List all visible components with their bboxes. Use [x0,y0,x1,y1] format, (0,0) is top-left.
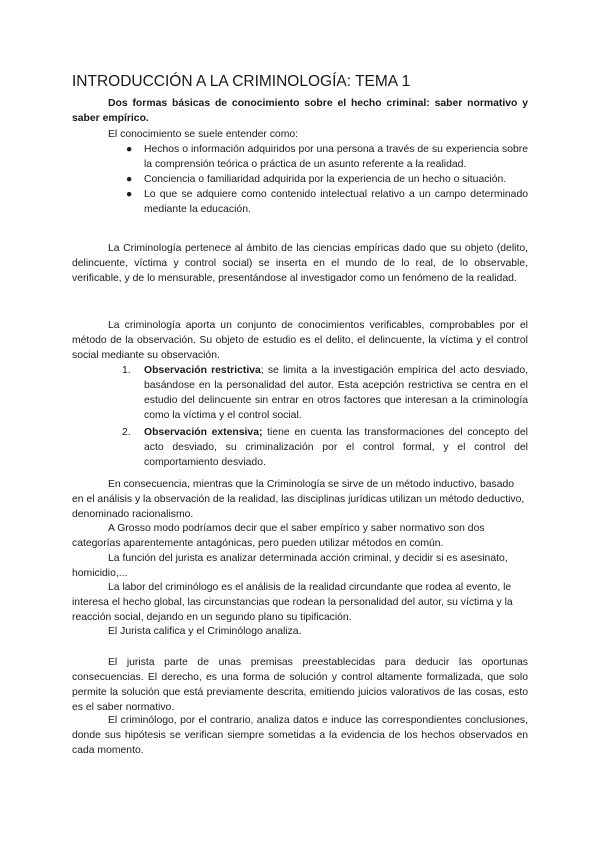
paragraph: El criminólogo, por el contrario, analiza datos e induce las correspondientes conclusiones, donde sus hipótesis se verifican siempre sometidas a la evidencia de los hechos observados en cada momento. [72,715,528,756]
paragraph: La criminología aporta un conjunto de conocimientos verificables, comprobables por el método de la observación. Su objeto de estudio es el delito, el delincuente, la víctima y el control social mediante su observación. [72,320,528,361]
observation-numbered-list [122,363,528,470]
paragraph: En consecuencia, mientras que la Criminología se sirve de un método inductivo, basado en el análisis y la observación de la realidad, las disciplinas jurídicas utilizan un método deductivo, denominado racionalismo. [72,479,525,520]
paragraph: La función del jurista es analizar determinada acción criminal, y decidir si es asesinato, homicidio,... [72,553,508,579]
paragraph: La Criminología pertenece al ámbito de las ciencias empíricas dado que su objeto (delito, delincuente, víctima y control social) se inserta en el mundo de lo real, de lo observable, verificable, y de lo mensurable, presentándose al investigador como un fenómeno de la realidad. [72,243,528,284]
list-item [126,142,528,172]
bullet-icon: ● [126,189,133,200]
bullet-text: Hechos o información adquiridos por una persona a través de su experiencia sobre la comprensión teórica o práctica de un asunto referente a la realidad. [144,144,528,170]
paragraph: El jurista parte de unas premisas preestablecidas para deducir las oportunas consecuencias. El derecho, es una forma de solución y control altamente formalizada, que solo permite la solución que está previamente descrita, emitiendo juicios valorativos de las cosas, esto es el saber normativo. [72,657,528,713]
list-term: Observación restrictiva [144,365,261,376]
page-title: INTRODUCCIÓN A LA CRIMINOLOGÍA: TEMA 1 [72,73,411,90]
list-text: tiene en cuenta las transformaciones del concepto del acto desviado, su criminalización por el control formal, y el control del comportamiento desviado. [144,427,528,468]
paragraph: La labor del criminólogo es el análisis de la realidad circundante que rodea al evento, le interesa el hecho global, las circunstancias que rodean la personalidad del autor, su víctima y la reacción social, dejando en un segundo plano su tipificación. [72,582,513,623]
knowledge-bullet-list [126,142,528,217]
list-item [126,172,528,187]
list-text: ; se limita a la investigación empírica del acto desviado, basándose en la personalidad del autor. Esta acepción restrictiva se centra en el estudio del delincuente sin entrar en otros factores que interesan a la criminología como la víctima y el control social. [144,365,528,421]
bullet-text: Conciencia o familiaridad adquirida por la experiencia de un hecho o situación. [144,174,507,185]
paragraph: A Grosso modo podríamos decir que el saber empírico y saber normativo son dos categorías aparentemente antagónicas, pero pueden utilizar métodos en común. [72,523,485,549]
intro-text: El conocimiento se suele entender como: [108,129,299,140]
bullet-icon: ● [126,144,133,155]
list-term: Observación extensiva; [144,427,263,438]
list-item [122,363,528,423]
bullet-icon: ● [126,174,133,185]
list-number: 1. [122,365,131,376]
paragraph: El Jurista califica y el Criminólogo analiza. [108,626,302,637]
list-item [122,425,528,470]
bullet-text: Lo que se adquiere como contenido intelectual relativo a un campo determinado mediante la educación. [144,189,528,215]
section-subtitle: Dos formas básicas de conocimiento sobre el hecho criminal: saber normativo y saber empírico. [72,98,528,124]
list-item [126,187,528,217]
list-number: 2. [122,427,131,438]
